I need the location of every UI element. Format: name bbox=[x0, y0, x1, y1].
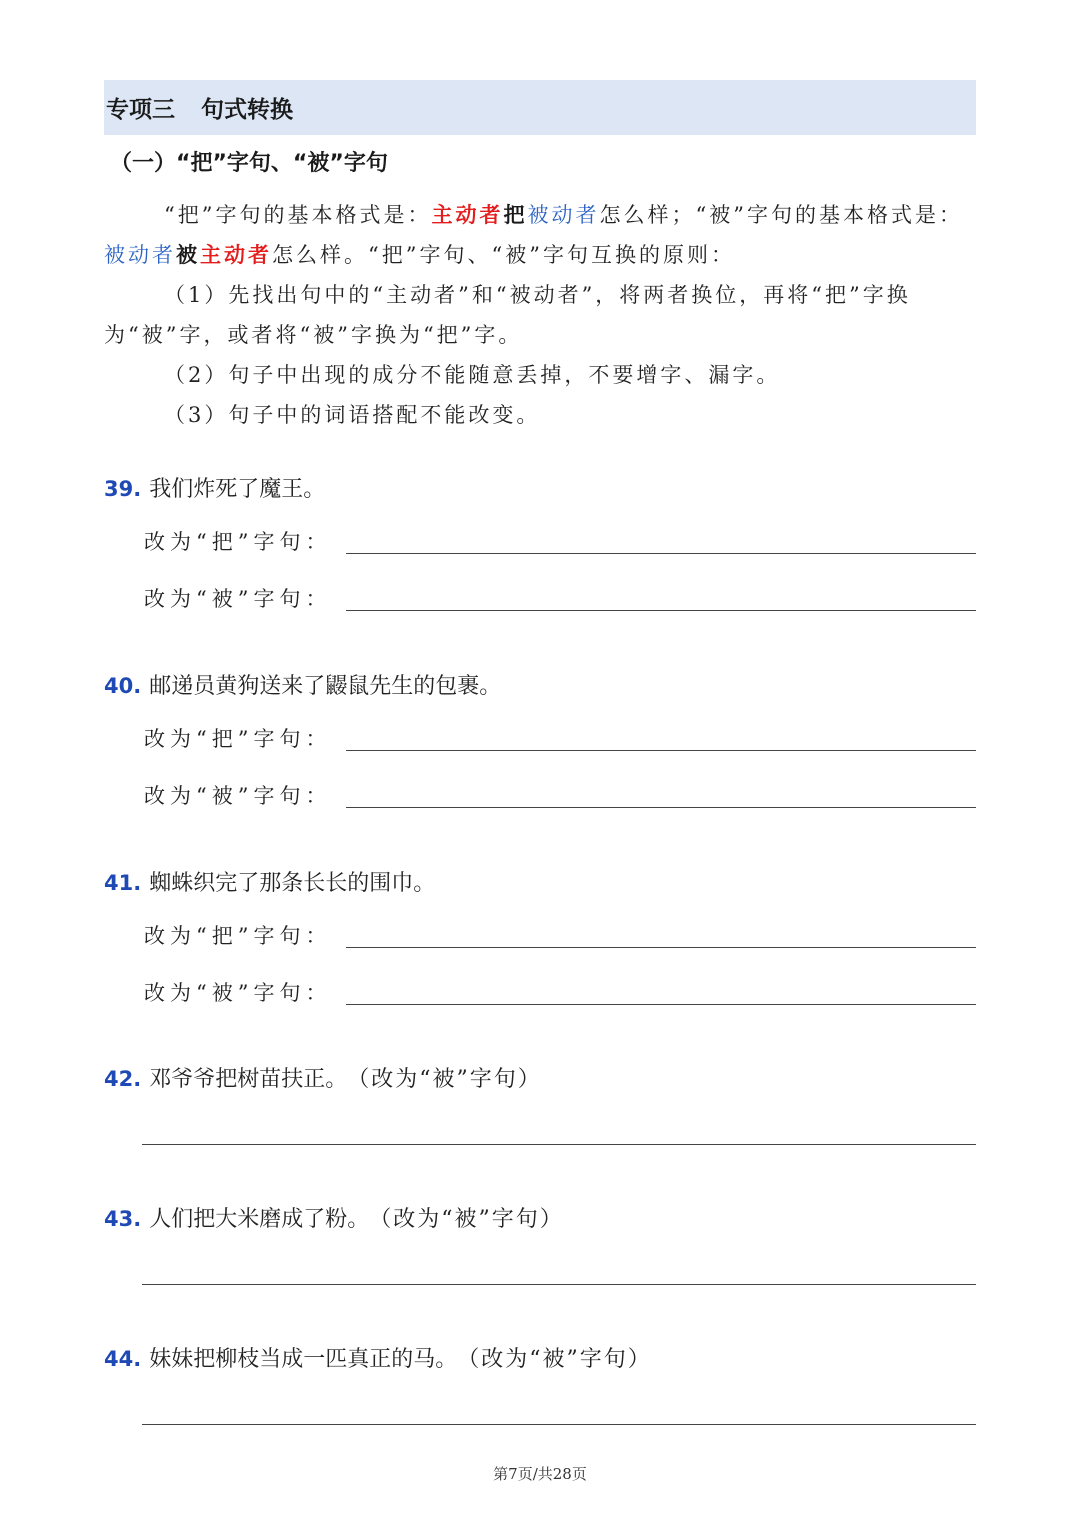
question-prompt bbox=[104, 866, 976, 897]
question-number: 39. bbox=[104, 477, 142, 501]
question-text: 人们把大米磨成了粉。 bbox=[149, 1207, 370, 1232]
question-prompt bbox=[104, 1202, 976, 1233]
intro-format-paragraph bbox=[104, 195, 976, 275]
answer-label-ba: 改为“把”字句： bbox=[144, 530, 332, 554]
answer-row-ba[interactable] bbox=[144, 518, 976, 558]
question-hint: （改为“被”字句） bbox=[347, 1067, 542, 1092]
question-number: 42. bbox=[104, 1067, 142, 1091]
question-number: 44. bbox=[104, 1347, 142, 1371]
bei-term: 被 bbox=[176, 242, 200, 267]
question-40 bbox=[104, 669, 976, 808]
rule-1: （1）先找出句中的“主动者”和“被动者”，将两者换位，再将“把”字换为“被”字，或者将“被”字换为“把”字。 bbox=[104, 283, 911, 347]
intro-text bbox=[104, 195, 976, 435]
section-header bbox=[104, 80, 976, 135]
question-number: 43. bbox=[104, 1207, 142, 1231]
question-number: 41. bbox=[104, 871, 142, 895]
answer-line[interactable] bbox=[142, 1284, 976, 1285]
answer-label-bei: 改为“被”字句： bbox=[144, 981, 332, 1005]
question-text: 妹妹把柳枝当成一匹真正的马。 bbox=[149, 1347, 458, 1372]
answer-line[interactable] bbox=[346, 553, 976, 554]
ba-term: 把 bbox=[503, 202, 528, 227]
subsection-title: （一）“把”字句、“被”字句 bbox=[110, 151, 388, 176]
answer-line[interactable] bbox=[346, 610, 976, 611]
question-text: 我们炸死了魔王。 bbox=[149, 477, 326, 502]
answer-label-bei: 改为“被”字句： bbox=[144, 784, 332, 808]
question-39 bbox=[104, 472, 976, 611]
answer-row-ba[interactable] bbox=[144, 912, 976, 952]
question-text: 邮递员黄狗送来了鼹鼠先生的包裹。 bbox=[149, 674, 502, 699]
agent-term: 主动者 bbox=[200, 242, 272, 267]
answer-label-ba: 改为“把”字句： bbox=[144, 924, 332, 948]
question-43 bbox=[104, 1202, 976, 1233]
question-hint: （改为“被”字句） bbox=[457, 1347, 652, 1372]
patient-term: 被动者 bbox=[527, 203, 600, 227]
answer-line[interactable] bbox=[346, 1004, 976, 1005]
question-prompt bbox=[104, 1062, 976, 1093]
rule-3: （3）句子中的词语搭配不能改变。 bbox=[164, 403, 541, 427]
answer-row-bei[interactable] bbox=[144, 575, 976, 615]
question-number: 40. bbox=[104, 674, 142, 698]
answer-line[interactable] bbox=[142, 1424, 976, 1425]
answer-label-ba: 改为“把”字句： bbox=[144, 727, 332, 751]
rule-2: （2）句子中出现的成分不能随意丢掉，不要增字、漏字。 bbox=[164, 363, 781, 387]
intro-text-b: 怎么样；“被”字句的基本格式是： bbox=[599, 203, 963, 227]
question-text: 蜘蛛织完了那条长长的围巾。 bbox=[149, 871, 436, 896]
answer-label-bei: 改为“被”字句： bbox=[144, 587, 332, 611]
answer-row-bei[interactable] bbox=[144, 969, 976, 1009]
question-41 bbox=[104, 866, 976, 1005]
question-prompt bbox=[104, 1342, 976, 1373]
question-44 bbox=[104, 1342, 976, 1373]
answer-line[interactable] bbox=[346, 807, 976, 808]
answer-row-bei[interactable] bbox=[144, 772, 976, 812]
question-prompt bbox=[104, 669, 976, 700]
answer-line[interactable] bbox=[346, 750, 976, 751]
question-text: 邓爷爷把树苗扶正。 bbox=[149, 1067, 348, 1092]
question-hint: （改为“被”字句） bbox=[369, 1207, 564, 1232]
agent-term: 主动者 bbox=[431, 202, 504, 227]
question-prompt bbox=[104, 472, 976, 503]
section-title: 句式转换 bbox=[201, 97, 293, 123]
page-number: 第7页/共28页 bbox=[493, 1465, 587, 1483]
intro-text-c: 怎么样。“把”字句、“被”字句互换的原则： bbox=[272, 243, 735, 267]
question-42 bbox=[104, 1062, 976, 1093]
section-number: 专项三 bbox=[106, 97, 175, 123]
answer-line[interactable] bbox=[142, 1144, 976, 1145]
patient-term: 被动者 bbox=[104, 243, 176, 267]
answer-row-ba[interactable] bbox=[144, 715, 976, 755]
answer-line[interactable] bbox=[346, 947, 976, 948]
intro-text-a: “把”字句的基本格式是： bbox=[164, 203, 432, 227]
